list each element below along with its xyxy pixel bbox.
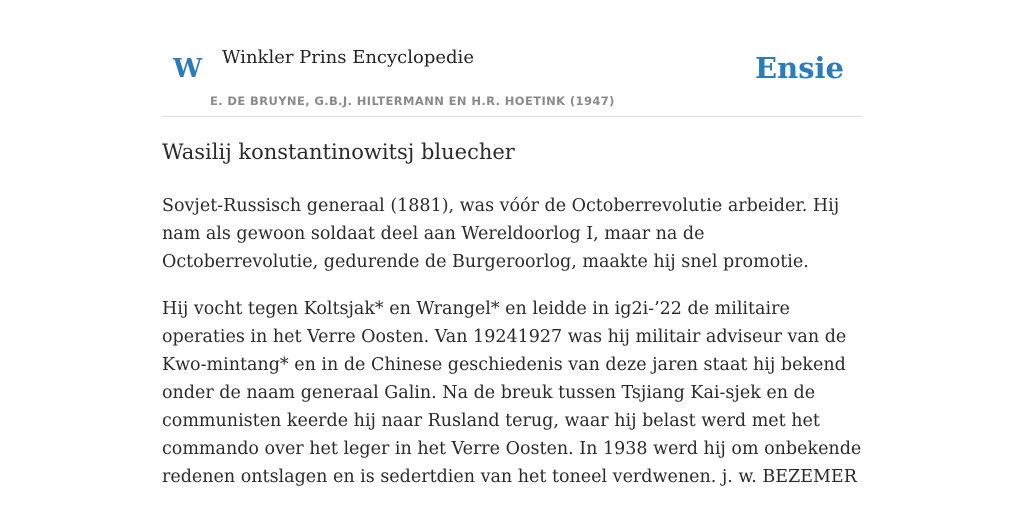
article-paragraph: Sovjet-Russisch generaal (1881), was vóór de Octoberrevolutie arbeider. Hij nam als gewoon soldaat deel aan Wereldoorlog I, maar na de Octoberrevolutie, gedurende de Burgeroorlog, maakte hij snel promotie. (162, 196, 840, 272)
article-paragraph: Hij vocht tegen Koltsjak* en Wrangel* en leidde in ig2i-’22 de militaire operaties in het Verre Oosten. Van 19241927 was hij militair adviseur van de Kwo-mintang* en in de Chinese geschiedenis van deze jaren staat hij bekend onder de naam generaal Galin. Na de breuk tussen Tsjiang Kai-sjek en de communisten keerde hij naar Rusland terug, waar hij belast werd met het commando over het leger in het Verre Oosten. In 1938 werd hij om onbekende redenen ontslagen en is sedertdien van het toneel verdwenen. j. w. BEZEMER (162, 299, 862, 487)
winkler-prins-logo-icon: W (173, 54, 203, 84)
source-header (162, 40, 862, 117)
source-authors: E. DE BRUYNE, G.B.J. HILTERMANN EN H.R. HOETINK (1947) (210, 94, 615, 108)
article-body (162, 192, 862, 510)
source-title[interactable]: Winkler Prins Encyclopedie (222, 47, 474, 68)
article-title: Wasilij konstantinowitsj bluecher (162, 140, 515, 164)
ensie-brand-link[interactable]: Ensie (755, 51, 844, 85)
